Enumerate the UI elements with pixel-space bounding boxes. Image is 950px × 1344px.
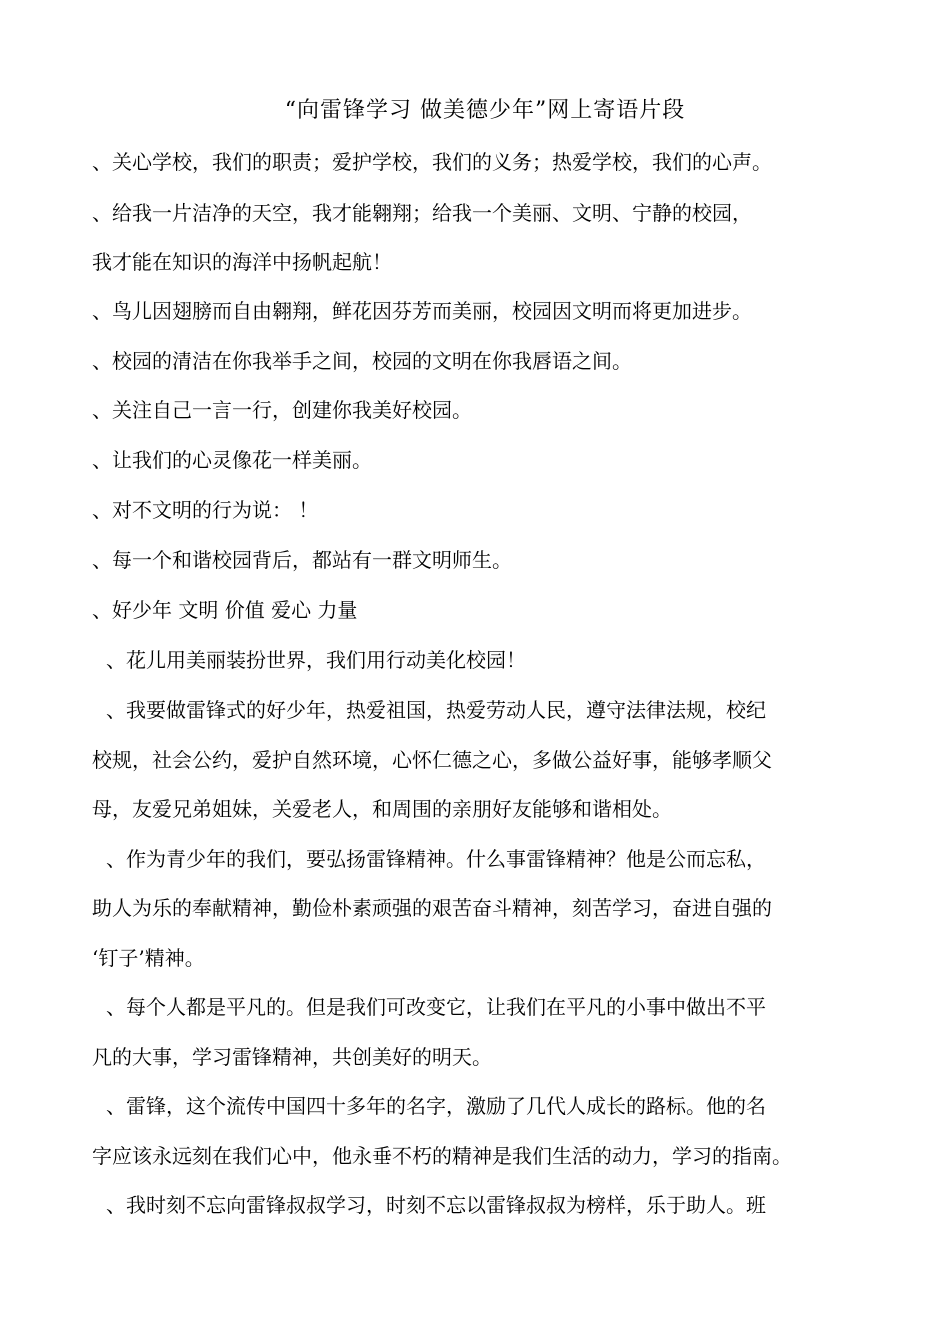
text-line: 、关心学校，我们的职责；爱护学校，我们的义务；热爱学校，我们的心声。	[92, 150, 772, 174]
text-line: 字应该永远刻在我们心中，他永垂不朽的精神是我们生活的动力，学习的指南。	[92, 1144, 792, 1168]
text-line: 、让我们的心灵像花一样美丽。	[92, 448, 372, 472]
text-line: 、作为青少年的我们，要弘扬雷锋精神。什么事雷锋精神？他是公而忘私，	[106, 847, 766, 871]
text-line: 凡的大事，学习雷锋精神，共创美好的明天。	[92, 1045, 492, 1069]
text-line: ‘钉子’精神。	[92, 946, 205, 970]
text-line: 、每个人都是平凡的。但是我们可改变它，让我们在平凡的小事中做出不平	[106, 995, 766, 1019]
text-line: 、给我一片洁净的天空，我才能翱翔；给我一个美丽、文明、宁静的校园，	[92, 201, 752, 225]
text-line: 母，友爱兄弟姐妹，关爱老人，和周围的亲朋好友能够和谐相处。	[92, 797, 672, 821]
text-line: 、鸟儿因翅膀而自由翱翔，鲜花因芬芳而美丽，校园因文明而将更加进步。	[92, 299, 752, 323]
text-line: 我才能在知识的海洋中扬帆起航！	[92, 250, 392, 274]
text-line: 、每一个和谐校园背后，都站有一群文明师生。	[92, 548, 512, 572]
text-line: 、对不文明的行为说： ！	[92, 498, 319, 522]
text-line: 、花儿用美丽装扮世界，我们用行动美化校园！	[106, 648, 526, 672]
text-line: 、校园的清洁在你我举手之间，校园的文明在你我唇语之间。	[92, 349, 632, 373]
text-line: 校规，社会公约，爱护自然环境，心怀仁德之心，多做公益好事，能够孝顺父	[92, 748, 772, 772]
text-line: 、关注自己一言一行，创建你我美好校园。	[92, 398, 472, 422]
text-line: 、我时刻不忘向雷锋叔叔学习，时刻不忘以雷锋叔叔为榜样，乐于助人。班	[106, 1193, 766, 1217]
document-title: “向雷锋学习 做美德少年”网上寄语片段	[284, 98, 686, 123]
text-line: 助人为乐的奉献精神，勤俭朴素顽强的艰苦奋斗精神，刻苦学习，奋进自强的	[92, 896, 772, 920]
text-line: 、我要做雷锋式的好少年，热爱祖国，热爱劳动人民，遵守法律法规，校纪	[106, 698, 766, 722]
text-line: 、雷锋，这个流传中国四十多年的名字，激励了几代人成长的路标。他的名	[106, 1094, 766, 1118]
text-line: 、好少年 文明 价值 爱心 力量	[92, 598, 358, 622]
